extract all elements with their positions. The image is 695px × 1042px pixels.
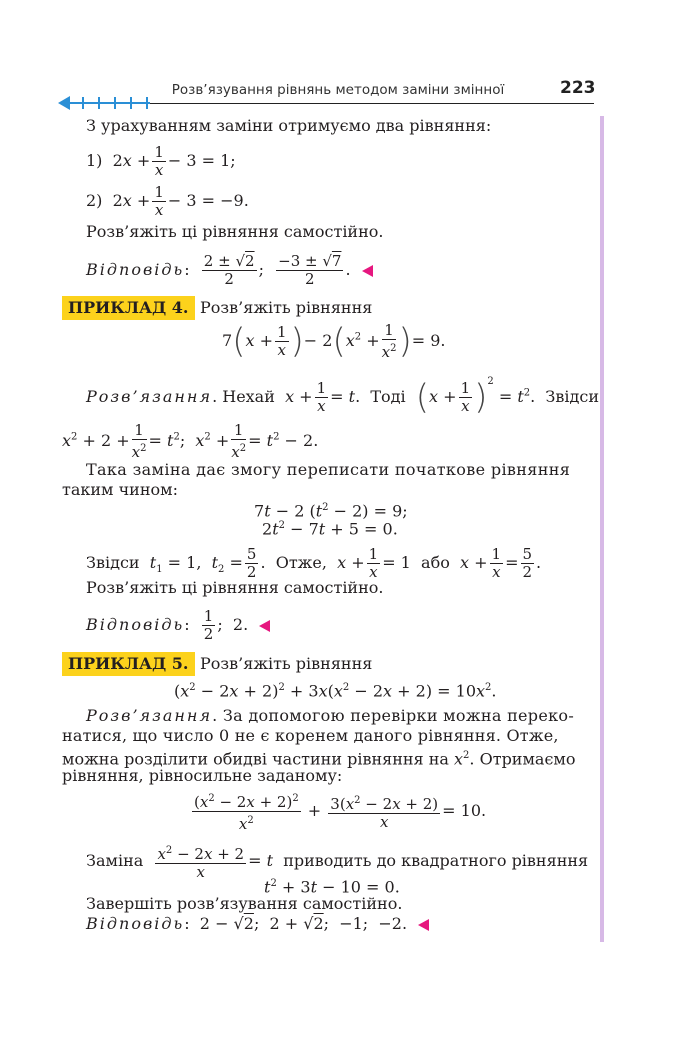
- example-4-paragraph-1: Така заміна дає змогу переписати початкове рівняння: [86, 460, 571, 479]
- number-line-axis: [68, 102, 150, 104]
- tick-mark: [98, 97, 100, 109]
- example-5-solution-1: Розв’язання. За допомогою перевірки можна переко-: [86, 706, 575, 725]
- answer-3: Відповідь: 2 − √2; 2 + √2; −1; −2.: [86, 914, 429, 934]
- example-4-substituted: 7t − 2 $(t^2 - 2) = 9$;: [254, 501, 408, 521]
- example-5-finish: Завершіть розв’язування самостійно.: [86, 894, 403, 913]
- example-4-paragraph-2: таким чином:: [62, 480, 178, 499]
- example-5-equation: $(x^2 - 2x + 2)^2 + 3x(x^2 - 2x + 2) = 10x^2$.: [174, 681, 497, 701]
- example-5-divided-equation: $\frac{(x^2 - 2x + 2)^2}{x^2}$ + $\frac{3(x^2 - 2x + 2)}{x}$ = 10.: [190, 790, 486, 833]
- arrow-left-icon: [58, 96, 70, 110]
- solve-self-1: Розв’яжіть ці рівняння самостійно.: [86, 222, 384, 241]
- tick-mark: [146, 97, 148, 109]
- tick-mark: [130, 97, 132, 109]
- answer-2: Відповідь: $\frac{1}{2}$ ; 2.: [86, 608, 270, 643]
- end-marker-icon: [259, 620, 270, 632]
- example-5-quadratic: $t^2 + 3t - 10 = 0$.: [264, 877, 400, 897]
- example-4-quadratic: $2t^2 - 7t + 5 = 0$.: [262, 519, 398, 539]
- example-4-task: Розв’яжіть рівняння: [200, 298, 373, 317]
- margin-bar: [600, 116, 604, 942]
- example-4-solution-2: $x^2 + 2$ + $\frac{1}{x^2}$ = $t^2$; $x^2$ + $\frac{1}{x^2}$ = $t^2 - 2$.: [62, 421, 319, 461]
- example-5-task: Розв’яжіть рівняння: [200, 654, 373, 673]
- example-5-badge: ПРИКЛАД 5.: [62, 652, 195, 676]
- end-marker-icon: [362, 265, 373, 277]
- solve-self-2: Розв’яжіть ці рівняння самостійно.: [86, 578, 384, 597]
- running-title: Розв’язування рівнянь методом заміни змінної: [171, 82, 505, 98]
- example-5-substitution: Заміна $\frac{x^2 - 2x + 2}{x}$ = t приводить до квадратного рівняння: [86, 842, 588, 881]
- answer-1: Відповідь: $\frac{2 \pm √2}{2}$ ; $\frac{-3 \pm √7}{2}$ .: [86, 253, 373, 288]
- page-header: [0, 0, 695, 112]
- example-5-solution-2: натися, що число 0 не є коренем даного рівняння. Отже,: [62, 726, 559, 745]
- tick-mark: [82, 97, 84, 109]
- example-4-equation: 7(x + $\frac{1}{x}$ )− $2(x^2$ + $\frac{1}{x^2}$ )= 9.: [222, 321, 446, 362]
- example-5-solution-3: можна розділити обидві частини рівняння на $x^2$. Отримаємо: [62, 749, 576, 769]
- tick-mark: [114, 97, 116, 109]
- equation-1: 1) 2x + $\frac{1}{x}$ − 3 = 1;: [86, 143, 236, 179]
- example-4-badge: ПРИКЛАД 4.: [62, 296, 195, 320]
- intro-line: З урахуванням заміни отримуємо два рівняння:: [86, 116, 492, 135]
- example-4-roots: Звідси $t_1 = 1$, $t_2$ = $\frac{5}{2}$ . Отже, x + $\frac{1}{x}$ = 1 або x + $\frac{1}{x}$ = $\frac{5}{2}$ .: [86, 545, 542, 581]
- example-5-solution-4: рівняння, рівносильне заданому:: [62, 766, 343, 785]
- equation-2: 2) 2x + $\frac{1}{x}$ − 3 = −9.: [86, 183, 249, 219]
- end-marker-icon: [418, 919, 429, 931]
- page-number: 223: [560, 78, 596, 98]
- example-4-solution-1: Розв’язання. Нехай x + $\frac{1}{x}$ = t. Тоді (x + $\frac{1}{x}$ )$^2 = t^2$. Звідси: [86, 376, 599, 418]
